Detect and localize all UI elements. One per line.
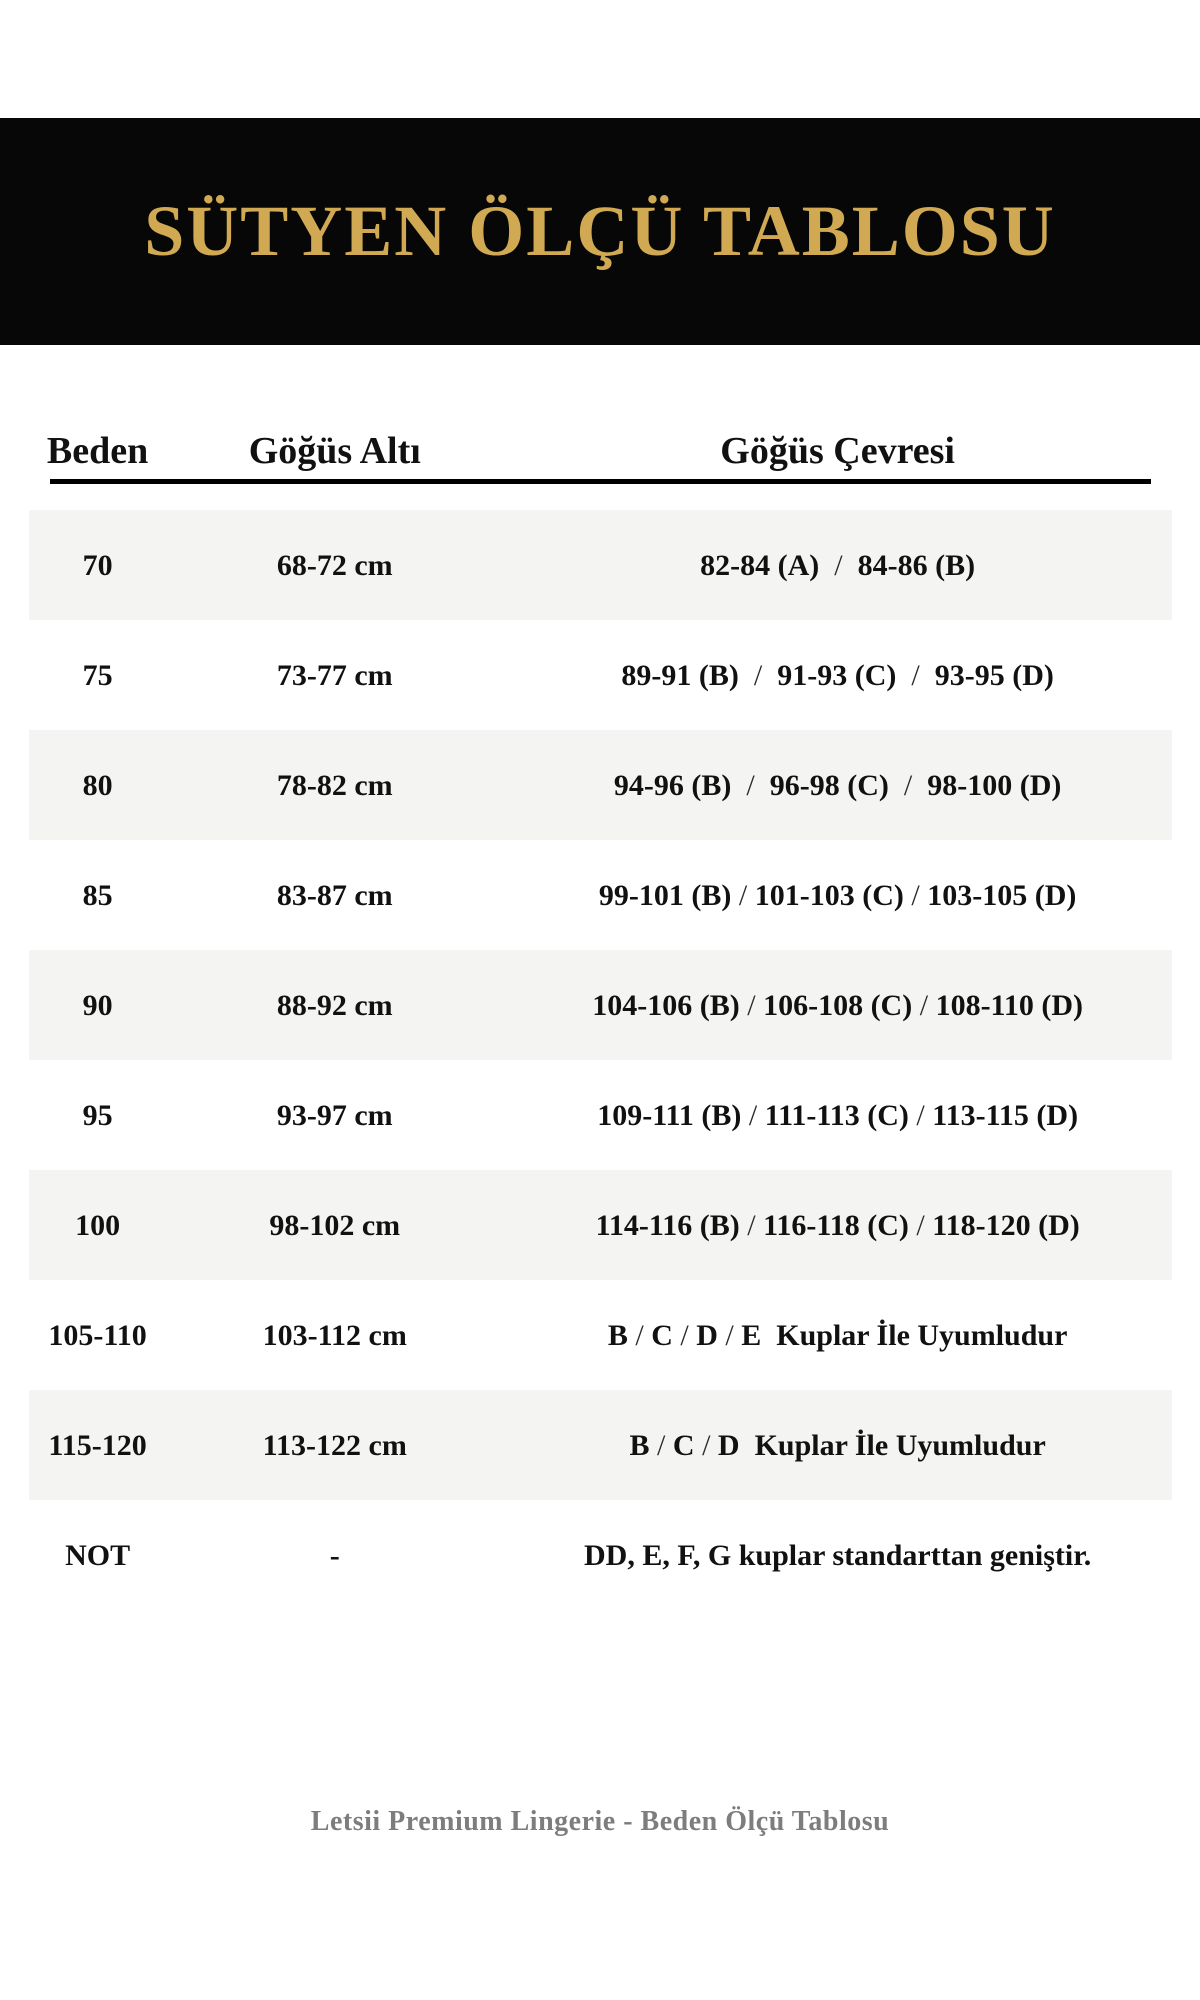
bust-cell: 94-96 (B) / 96-98 (C) / 98-100 (D) (613, 768, 1062, 802)
size-cell: 85 (82, 878, 113, 912)
size-cell: 115-120 (48, 1428, 147, 1462)
title-banner (0, 118, 1200, 345)
table-row (29, 1500, 1172, 1610)
underbust-cell: 113-122 cm (262, 1428, 407, 1462)
size-cell: NOT (65, 1538, 131, 1572)
size-table (29, 415, 1172, 1572)
size-cell: 95 (82, 1098, 113, 1132)
bust-cell: B / C / D / E Kuplar İle Uyumludur (607, 1318, 1068, 1352)
size-cell: 75 (82, 658, 113, 692)
bust-cell: 99-101 (B) / 101-103 (C) / 103-105 (D) (598, 878, 1077, 912)
table-row (29, 510, 1172, 620)
table-row (29, 1060, 1172, 1170)
size-cell: 105-110 (48, 1318, 147, 1352)
size-cell: 90 (82, 988, 113, 1022)
underbust-cell: 88-92 cm (276, 988, 393, 1022)
underbust-cell: 98-102 cm (269, 1208, 401, 1242)
column-header-bust: Göğüs Çevresi (720, 430, 955, 473)
bust-cell: 109-111 (B) / 111-113 (C) / 113-115 (D) (597, 1098, 1079, 1132)
underbust-cell: 73-77 cm (276, 658, 393, 692)
size-cell: 80 (82, 768, 113, 802)
underbust-cell: 83-87 cm (276, 878, 393, 912)
header-divider-line (50, 479, 1151, 484)
underbust-cell: 78-82 cm (276, 768, 393, 802)
underbust-cell: 93-97 cm (276, 1098, 393, 1132)
table-row (29, 950, 1172, 1060)
bust-cell: DD, E, F, G kuplar standarttan geniştir. (583, 1538, 1092, 1572)
size-cell: 100 (75, 1208, 121, 1242)
column-header-size: Beden (46, 430, 149, 473)
table-row (29, 1390, 1172, 1500)
table-body (29, 510, 1172, 1610)
bust-cell: 114-116 (B) / 116-118 (C) / 118-120 (D) (595, 1208, 1080, 1242)
footer-brand-text: Letsii Premium Lingerie - Beden Ölçü Tablosu (310, 1806, 890, 1837)
table-row (29, 620, 1172, 730)
table-header-row (29, 415, 1172, 473)
underbust-cell: 68-72 cm (276, 548, 393, 582)
bust-cell: 82-84 (A) / 84-86 (B) (700, 548, 976, 582)
underbust-cell: - (329, 1538, 340, 1572)
table-row (29, 840, 1172, 950)
table-row (29, 1170, 1172, 1280)
column-header-underbust: Göğüs Altı (248, 430, 421, 473)
bust-cell: 89-91 (B) / 91-93 (C) / 93-95 (D) (621, 658, 1054, 692)
table-row (29, 730, 1172, 840)
size-cell: 70 (82, 548, 113, 582)
table-row (29, 1280, 1172, 1390)
page-title: SÜTYEN ÖLÇÜ TABLOSU (144, 191, 1056, 271)
bust-cell: B / C / D Kuplar İle Uyumludur (629, 1428, 1046, 1462)
underbust-cell: 103-112 cm (262, 1318, 407, 1352)
bust-cell: 104-106 (B) / 106-108 (C) / 108-110 (D) (592, 988, 1084, 1022)
